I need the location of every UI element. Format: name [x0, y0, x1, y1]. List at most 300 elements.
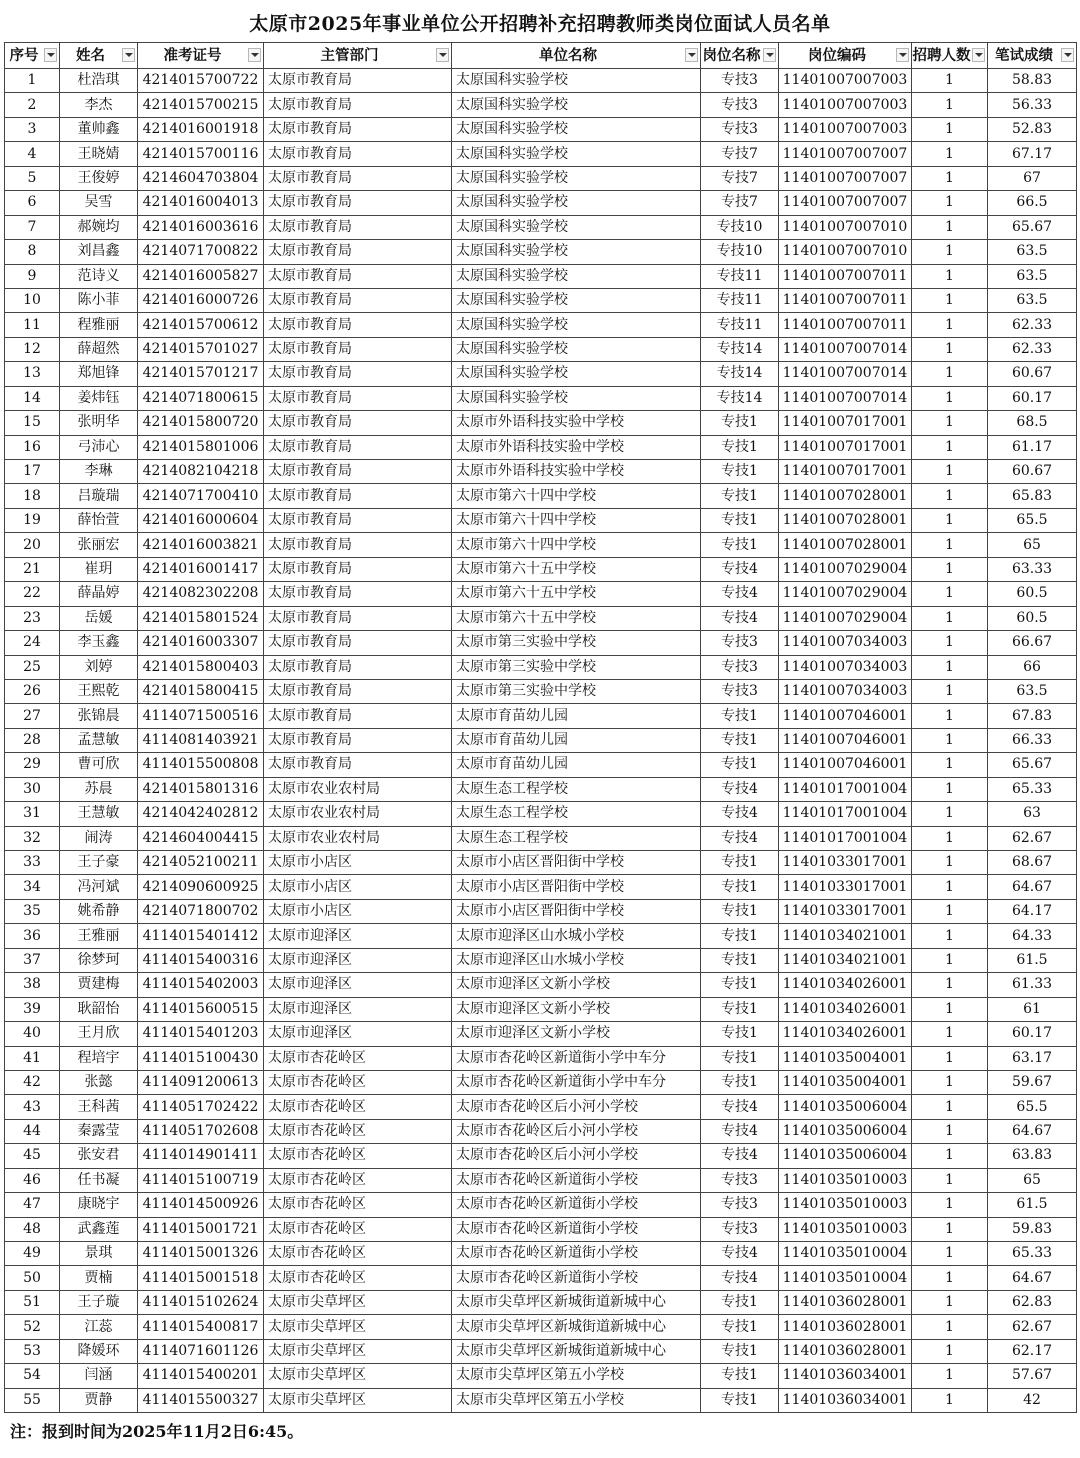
- cell-name: 姚希静: [60, 899, 138, 923]
- header-label: 主管部门: [320, 47, 379, 64]
- cell-quota: 1: [912, 1046, 988, 1070]
- cell-post-code: 11401007028001: [779, 533, 912, 557]
- cell-department: 太原市教育局: [264, 606, 452, 630]
- cell-score: 62.33: [988, 337, 1077, 361]
- cell-index: 52: [5, 1315, 60, 1339]
- cell-score: 52.83: [988, 117, 1077, 141]
- cell-name: 李杰: [60, 93, 138, 117]
- cell-department: 太原市教育局: [264, 679, 452, 703]
- cell-score: 60.5: [988, 606, 1077, 630]
- cell-post: 专技11: [701, 264, 779, 288]
- cell-index: 45: [5, 1144, 60, 1168]
- cell-quota: 1: [912, 1339, 988, 1363]
- cell-unit: 太原国科实验学校: [452, 215, 701, 239]
- table-row: [5, 386, 1077, 410]
- cell-department: 太原市教育局: [264, 582, 452, 606]
- cell-index: 55: [5, 1388, 60, 1412]
- cell-exam-id: 4214090600925: [138, 875, 264, 899]
- cell-unit: 太原生态工程学校: [452, 826, 701, 850]
- cell-department: 太原市教育局: [264, 93, 452, 117]
- cell-exam-id: 4214052100211: [138, 851, 264, 875]
- cell-unit: 太原市第六十四中学校: [452, 508, 701, 532]
- cell-quota: 1: [912, 1388, 988, 1412]
- cell-post-code: 11401033017001: [779, 899, 912, 923]
- cell-unit: 太原市第三实验中学校: [452, 631, 701, 655]
- cell-quota: 1: [912, 997, 988, 1021]
- cell-index: 43: [5, 1095, 60, 1119]
- cell-score: 62.67: [988, 1315, 1077, 1339]
- filter-dropdown-icon[interactable]: [685, 48, 698, 62]
- cell-unit: 太原市尖草坪区新城街道新城中心: [452, 1290, 701, 1314]
- table-row: [5, 777, 1077, 801]
- cell-quota: 1: [912, 1070, 988, 1094]
- cell-department: 太原市农业农村局: [264, 826, 452, 850]
- cell-exam-id: 4214015800720: [138, 411, 264, 435]
- cell-quota: 1: [912, 1119, 988, 1143]
- cell-index: 22: [5, 582, 60, 606]
- cell-exam-id: 4114015402003: [138, 973, 264, 997]
- cell-department: 太原市教育局: [264, 69, 452, 93]
- table-row: [5, 753, 1077, 777]
- cell-unit: 太原市迎泽区文新小学校: [452, 1022, 701, 1046]
- cell-quota: 1: [912, 288, 988, 312]
- cell-post: 专技14: [701, 362, 779, 386]
- col-header-exam-id: [138, 43, 264, 69]
- cell-unit: 太原市育苗幼儿园: [452, 753, 701, 777]
- cell-quota: 1: [912, 1022, 988, 1046]
- cell-department: 太原市迎泽区: [264, 973, 452, 997]
- cell-quota: 1: [912, 313, 988, 337]
- cell-unit: 太原市杏花岭区后小河小学校: [452, 1119, 701, 1143]
- cell-name: 耿韶怡: [60, 997, 138, 1021]
- cell-post: 专技1: [701, 948, 779, 972]
- cell-department: 太原市教育局: [264, 288, 452, 312]
- cell-post: 专技14: [701, 337, 779, 361]
- cell-exam-id: 4114015001721: [138, 1217, 264, 1241]
- header-label: 序号: [9, 47, 39, 64]
- table-row: [5, 508, 1077, 532]
- table-row: [5, 948, 1077, 972]
- cell-score: 56.33: [988, 93, 1077, 117]
- cell-score: 63.17: [988, 1046, 1077, 1070]
- cell-quota: 1: [912, 924, 988, 948]
- cell-post: 专技1: [701, 1364, 779, 1388]
- cell-post-code: 11401034026001: [779, 997, 912, 1021]
- cell-exam-id: 4114015100719: [138, 1168, 264, 1192]
- cell-post: 专技7: [701, 166, 779, 190]
- cell-department: 太原市杏花岭区: [264, 1046, 452, 1070]
- cell-unit: 太原国科实验学校: [452, 93, 701, 117]
- cell-department: 太原市尖草坪区: [264, 1290, 452, 1314]
- cell-quota: 1: [912, 851, 988, 875]
- table-row: [5, 1095, 1077, 1119]
- cell-unit: 太原国科实验学校: [452, 313, 701, 337]
- cell-score: 60.17: [988, 1022, 1077, 1046]
- cell-unit: 太原市杏花岭区新道街小学中车分: [452, 1070, 701, 1094]
- cell-score: 64.67: [988, 1266, 1077, 1290]
- cell-exam-id: 4114015400201: [138, 1364, 264, 1388]
- cell-unit: 太原市小店区晋阳街中学校: [452, 875, 701, 899]
- cell-department: 太原市杏花岭区: [264, 1070, 452, 1094]
- header-label: 笔试成绩: [995, 47, 1053, 64]
- cell-unit: 太原市第六十五中学校: [452, 582, 701, 606]
- cell-department: 太原市尖草坪区: [264, 1364, 452, 1388]
- cell-score: 61: [988, 997, 1077, 1021]
- cell-quota: 1: [912, 460, 988, 484]
- cell-quota: 1: [912, 264, 988, 288]
- cell-department: 太原市杏花岭区: [264, 1144, 452, 1168]
- cell-exam-id: 4214015801524: [138, 606, 264, 630]
- cell-quota: 1: [912, 899, 988, 923]
- cell-post: 专技11: [701, 313, 779, 337]
- cell-post-code: 11401034026001: [779, 1022, 912, 1046]
- cell-exam-id: 4214015701027: [138, 337, 264, 361]
- cell-quota: 1: [912, 826, 988, 850]
- cell-name: 崔玥: [60, 557, 138, 581]
- cell-score: 60.17: [988, 386, 1077, 410]
- cell-post: 专技1: [701, 533, 779, 557]
- cell-score: 65.67: [988, 753, 1077, 777]
- cell-score: 62.67: [988, 826, 1077, 850]
- cell-score: 63.5: [988, 264, 1077, 288]
- cell-name: 王子璇: [60, 1290, 138, 1314]
- cell-score: 65.5: [988, 508, 1077, 532]
- cell-unit: 太原市小店区晋阳街中学校: [452, 899, 701, 923]
- table-row: [5, 899, 1077, 923]
- filter-dropdown-icon[interactable]: [44, 48, 57, 62]
- cell-index: 23: [5, 606, 60, 630]
- cell-index: 3: [5, 117, 60, 141]
- cell-index: 9: [5, 264, 60, 288]
- cell-department: 太原市教育局: [264, 337, 452, 361]
- cell-name: 徐梦珂: [60, 948, 138, 972]
- cell-department: 太原市杏花岭区: [264, 1095, 452, 1119]
- filter-dropdown-icon[interactable]: [436, 48, 449, 62]
- table-row: [5, 69, 1077, 93]
- table-row: [5, 460, 1077, 484]
- cell-quota: 1: [912, 1193, 988, 1217]
- cell-post: 专技10: [701, 240, 779, 264]
- cell-name: 李琳: [60, 460, 138, 484]
- filter-dropdown-icon[interactable]: [248, 48, 261, 62]
- cell-name: 王月欣: [60, 1022, 138, 1046]
- cell-department: 太原市教育局: [264, 435, 452, 459]
- cell-department: 太原市尖草坪区: [264, 1315, 452, 1339]
- cell-unit: 太原市第六十五中学校: [452, 606, 701, 630]
- cell-department: 太原市迎泽区: [264, 1022, 452, 1046]
- cell-post: 专技1: [701, 484, 779, 508]
- table-row: [5, 264, 1077, 288]
- cell-index: 13: [5, 362, 60, 386]
- table-row: [5, 191, 1077, 215]
- cell-department: 太原市迎泽区: [264, 997, 452, 1021]
- cell-score: 67.17: [988, 142, 1077, 166]
- cell-post-code: 11401007007007: [779, 166, 912, 190]
- cell-post-code: 11401007007010: [779, 240, 912, 264]
- table-row: [5, 117, 1077, 141]
- cell-name: 吴雪: [60, 191, 138, 215]
- cell-post-code: 11401007034003: [779, 655, 912, 679]
- cell-post-code: 11401035006004: [779, 1095, 912, 1119]
- cell-post-code: 11401007017001: [779, 435, 912, 459]
- cell-post-code: 11401017001004: [779, 802, 912, 826]
- cell-post-code: 11401036034001: [779, 1364, 912, 1388]
- cell-quota: 1: [912, 69, 988, 93]
- table-row: [5, 1290, 1077, 1314]
- cell-post-code: 11401007029004: [779, 582, 912, 606]
- table-row: [5, 337, 1077, 361]
- cell-exam-id: 4214016000726: [138, 288, 264, 312]
- cell-index: 10: [5, 288, 60, 312]
- cell-post-code: 11401007028001: [779, 508, 912, 532]
- cell-name: 王雅丽: [60, 924, 138, 948]
- cell-quota: 1: [912, 557, 988, 581]
- cell-post: 专技1: [701, 508, 779, 532]
- cell-post-code: 11401007007011: [779, 288, 912, 312]
- cell-unit: 太原国科实验学校: [452, 288, 701, 312]
- cell-index: 6: [5, 191, 60, 215]
- cell-department: 太原市教育局: [264, 728, 452, 752]
- cell-index: 48: [5, 1217, 60, 1241]
- cell-post: 专技1: [701, 1046, 779, 1070]
- cell-department: 太原市教育局: [264, 533, 452, 557]
- table-row: [5, 655, 1077, 679]
- cell-post: 专技4: [701, 582, 779, 606]
- cell-index: 12: [5, 337, 60, 361]
- cell-name: 董帅鑫: [60, 117, 138, 141]
- cell-post-code: 11401036028001: [779, 1315, 912, 1339]
- cell-post: 专技4: [701, 557, 779, 581]
- cell-unit: 太原市第三实验中学校: [452, 679, 701, 703]
- cell-quota: 1: [912, 802, 988, 826]
- filter-dropdown-icon[interactable]: [122, 48, 135, 62]
- cell-unit: 太原市尖草坪区新城街道新城中心: [452, 1315, 701, 1339]
- cell-name: 薛晶婷: [60, 582, 138, 606]
- cell-department: 太原市教育局: [264, 386, 452, 410]
- cell-department: 太原市教育局: [264, 191, 452, 215]
- table-row: [5, 240, 1077, 264]
- table-row: [5, 557, 1077, 581]
- cell-exam-id: 4114015400316: [138, 948, 264, 972]
- filter-dropdown-icon[interactable]: [896, 48, 909, 62]
- cell-post-code: 11401007007014: [779, 337, 912, 361]
- col-header-index: [5, 43, 60, 69]
- cell-index: 34: [5, 875, 60, 899]
- cell-department: 太原市教育局: [264, 313, 452, 337]
- table-row: [5, 1217, 1077, 1241]
- header-label: 招聘人数: [912, 47, 971, 64]
- cell-name: 李玉鑫: [60, 631, 138, 655]
- cell-score: 67: [988, 166, 1077, 190]
- table-row: [5, 1144, 1077, 1168]
- cell-post-code: 11401007046001: [779, 753, 912, 777]
- cell-unit: 太原市育苗幼儿园: [452, 704, 701, 728]
- cell-index: 39: [5, 997, 60, 1021]
- cell-exam-id: 4114081403921: [138, 728, 264, 752]
- cell-post-code: 11401007007003: [779, 69, 912, 93]
- cell-quota: 1: [912, 166, 988, 190]
- cell-index: 7: [5, 215, 60, 239]
- cell-unit: 太原市迎泽区文新小学校: [452, 997, 701, 1021]
- cell-department: 太原市教育局: [264, 704, 452, 728]
- cell-department: 太原市教育局: [264, 655, 452, 679]
- cell-name: 王子豪: [60, 851, 138, 875]
- sheet-title: 太原市2025年事业单位公开招聘补充招聘教师类岗位面试人员名单: [249, 13, 831, 35]
- cell-name: 江蕊: [60, 1315, 138, 1339]
- cell-post: 专技11: [701, 288, 779, 312]
- cell-post-code: 11401007034003: [779, 631, 912, 655]
- cell-post-code: 11401034026001: [779, 973, 912, 997]
- header-label: 岗位编码: [808, 47, 866, 64]
- filter-dropdown-icon[interactable]: [1061, 48, 1074, 62]
- cell-score: 63.83: [988, 1144, 1077, 1168]
- cell-post: 专技4: [701, 1095, 779, 1119]
- cell-department: 太原市教育局: [264, 117, 452, 141]
- cell-score: 63.33: [988, 557, 1077, 581]
- cell-unit: 太原市杏花岭区新道街小学校: [452, 1242, 701, 1266]
- table-row: [5, 924, 1077, 948]
- filter-dropdown-icon[interactable]: [763, 48, 776, 62]
- cell-post: 专技10: [701, 215, 779, 239]
- filter-dropdown-icon[interactable]: [972, 48, 985, 62]
- cell-exam-id: 4214015700215: [138, 93, 264, 117]
- cell-post-code: 11401007017001: [779, 411, 912, 435]
- cell-quota: 1: [912, 337, 988, 361]
- cell-post: 专技1: [701, 899, 779, 923]
- cell-score: 63.5: [988, 288, 1077, 312]
- cell-score: 60.67: [988, 362, 1077, 386]
- cell-post: 专技1: [701, 1388, 779, 1412]
- cell-post-code: 11401033017001: [779, 851, 912, 875]
- cell-post: 专技1: [701, 753, 779, 777]
- cell-post: 专技3: [701, 679, 779, 703]
- cell-post: 专技1: [701, 1315, 779, 1339]
- cell-unit: 太原国科实验学校: [452, 362, 701, 386]
- cell-index: 36: [5, 924, 60, 948]
- cell-exam-id: 4114015100430: [138, 1046, 264, 1070]
- cell-index: 24: [5, 631, 60, 655]
- cell-score: 66: [988, 655, 1077, 679]
- cell-quota: 1: [912, 655, 988, 679]
- cell-post-code: 11401035010003: [779, 1217, 912, 1241]
- cell-department: 太原市教育局: [264, 508, 452, 532]
- table-row: [5, 1168, 1077, 1192]
- cell-index: 35: [5, 899, 60, 923]
- cell-quota: 1: [912, 875, 988, 899]
- cell-post-code: 11401007034003: [779, 679, 912, 703]
- cell-post: 专技3: [701, 69, 779, 93]
- cell-unit: 太原市杏花岭区新道街小学校: [452, 1217, 701, 1241]
- cell-quota: 1: [912, 1364, 988, 1388]
- cell-unit: 太原市尖草坪区第五小学校: [452, 1388, 701, 1412]
- table-row: [5, 679, 1077, 703]
- cell-department: 太原市杏花岭区: [264, 1119, 452, 1143]
- cell-score: 65.83: [988, 484, 1077, 508]
- cell-name: 苏晨: [60, 777, 138, 801]
- cell-exam-id: 4214015700612: [138, 313, 264, 337]
- cell-unit: 太原市尖草坪区新城街道新城中心: [452, 1339, 701, 1363]
- cell-index: 46: [5, 1168, 60, 1192]
- cell-department: 太原市教育局: [264, 215, 452, 239]
- cell-name: 张安君: [60, 1144, 138, 1168]
- cell-index: 37: [5, 948, 60, 972]
- cell-quota: 1: [912, 240, 988, 264]
- cell-post-code: 11401033017001: [779, 875, 912, 899]
- cell-exam-id: 4214015700722: [138, 69, 264, 93]
- cell-score: 61.5: [988, 1193, 1077, 1217]
- cell-quota: 1: [912, 582, 988, 606]
- cell-quota: 1: [912, 1266, 988, 1290]
- cell-exam-id: 4214016003616: [138, 215, 264, 239]
- cell-quota: 1: [912, 948, 988, 972]
- cell-name: 王科茜: [60, 1095, 138, 1119]
- cell-exam-id: 4114014500926: [138, 1193, 264, 1217]
- cell-department: 太原市教育局: [264, 240, 452, 264]
- header-label: 岗位名称: [702, 47, 761, 64]
- cell-score: 63.5: [988, 679, 1077, 703]
- col-header-name: [60, 43, 138, 69]
- cell-exam-id: 4114051702422: [138, 1095, 264, 1119]
- footnote: 注：报到时间为2025年11月2日6:45。: [10, 1422, 304, 1442]
- table-row: [5, 973, 1077, 997]
- table-row: [5, 142, 1077, 166]
- cell-exam-id: 4214015701217: [138, 362, 264, 386]
- cell-post: 专技1: [701, 924, 779, 948]
- cell-index: 29: [5, 753, 60, 777]
- cell-score: 65.5: [988, 1095, 1077, 1119]
- cell-post-code: 11401007007007: [779, 191, 912, 215]
- cell-quota: 1: [912, 1144, 988, 1168]
- cell-index: 16: [5, 435, 60, 459]
- cell-exam-id: 4114014901411: [138, 1144, 264, 1168]
- cell-department: 太原市迎泽区: [264, 948, 452, 972]
- cell-post: 专技1: [701, 411, 779, 435]
- cell-quota: 1: [912, 777, 988, 801]
- table-row: [5, 1266, 1077, 1290]
- table-row: [5, 533, 1077, 557]
- table-row: [5, 728, 1077, 752]
- cell-unit: 太原市外语科技实验中学校: [452, 460, 701, 484]
- cell-exam-id: 4214604004415: [138, 826, 264, 850]
- cell-post-code: 11401007007014: [779, 386, 912, 410]
- cell-score: 65.67: [988, 215, 1077, 239]
- cell-unit: 太原生态工程学校: [452, 802, 701, 826]
- cell-quota: 1: [912, 142, 988, 166]
- cell-post-code: 11401007029004: [779, 557, 912, 581]
- cell-score: 65: [988, 533, 1077, 557]
- cell-post: 专技1: [701, 851, 779, 875]
- cell-score: 62.83: [988, 1290, 1077, 1314]
- cell-department: 太原市小店区: [264, 899, 452, 923]
- header-label: 准考证号: [163, 47, 222, 64]
- cell-unit: 太原市杏花岭区新道街小学校: [452, 1193, 701, 1217]
- cell-exam-id: 4214016000604: [138, 508, 264, 532]
- cell-unit: 太原市第六十四中学校: [452, 484, 701, 508]
- cell-index: 53: [5, 1339, 60, 1363]
- cell-post-code: 11401007007011: [779, 313, 912, 337]
- cell-post-code: 11401035004001: [779, 1046, 912, 1070]
- table-row: [5, 851, 1077, 875]
- cell-index: 18: [5, 484, 60, 508]
- cell-department: 太原市迎泽区: [264, 924, 452, 948]
- cell-index: 11: [5, 313, 60, 337]
- cell-exam-id: 4114015401412: [138, 924, 264, 948]
- table-row: [5, 93, 1077, 117]
- cell-department: 太原市农业农村局: [264, 802, 452, 826]
- cell-name: 王慧敏: [60, 802, 138, 826]
- cell-exam-id: 4214071700410: [138, 484, 264, 508]
- cell-department: 太原市教育局: [264, 411, 452, 435]
